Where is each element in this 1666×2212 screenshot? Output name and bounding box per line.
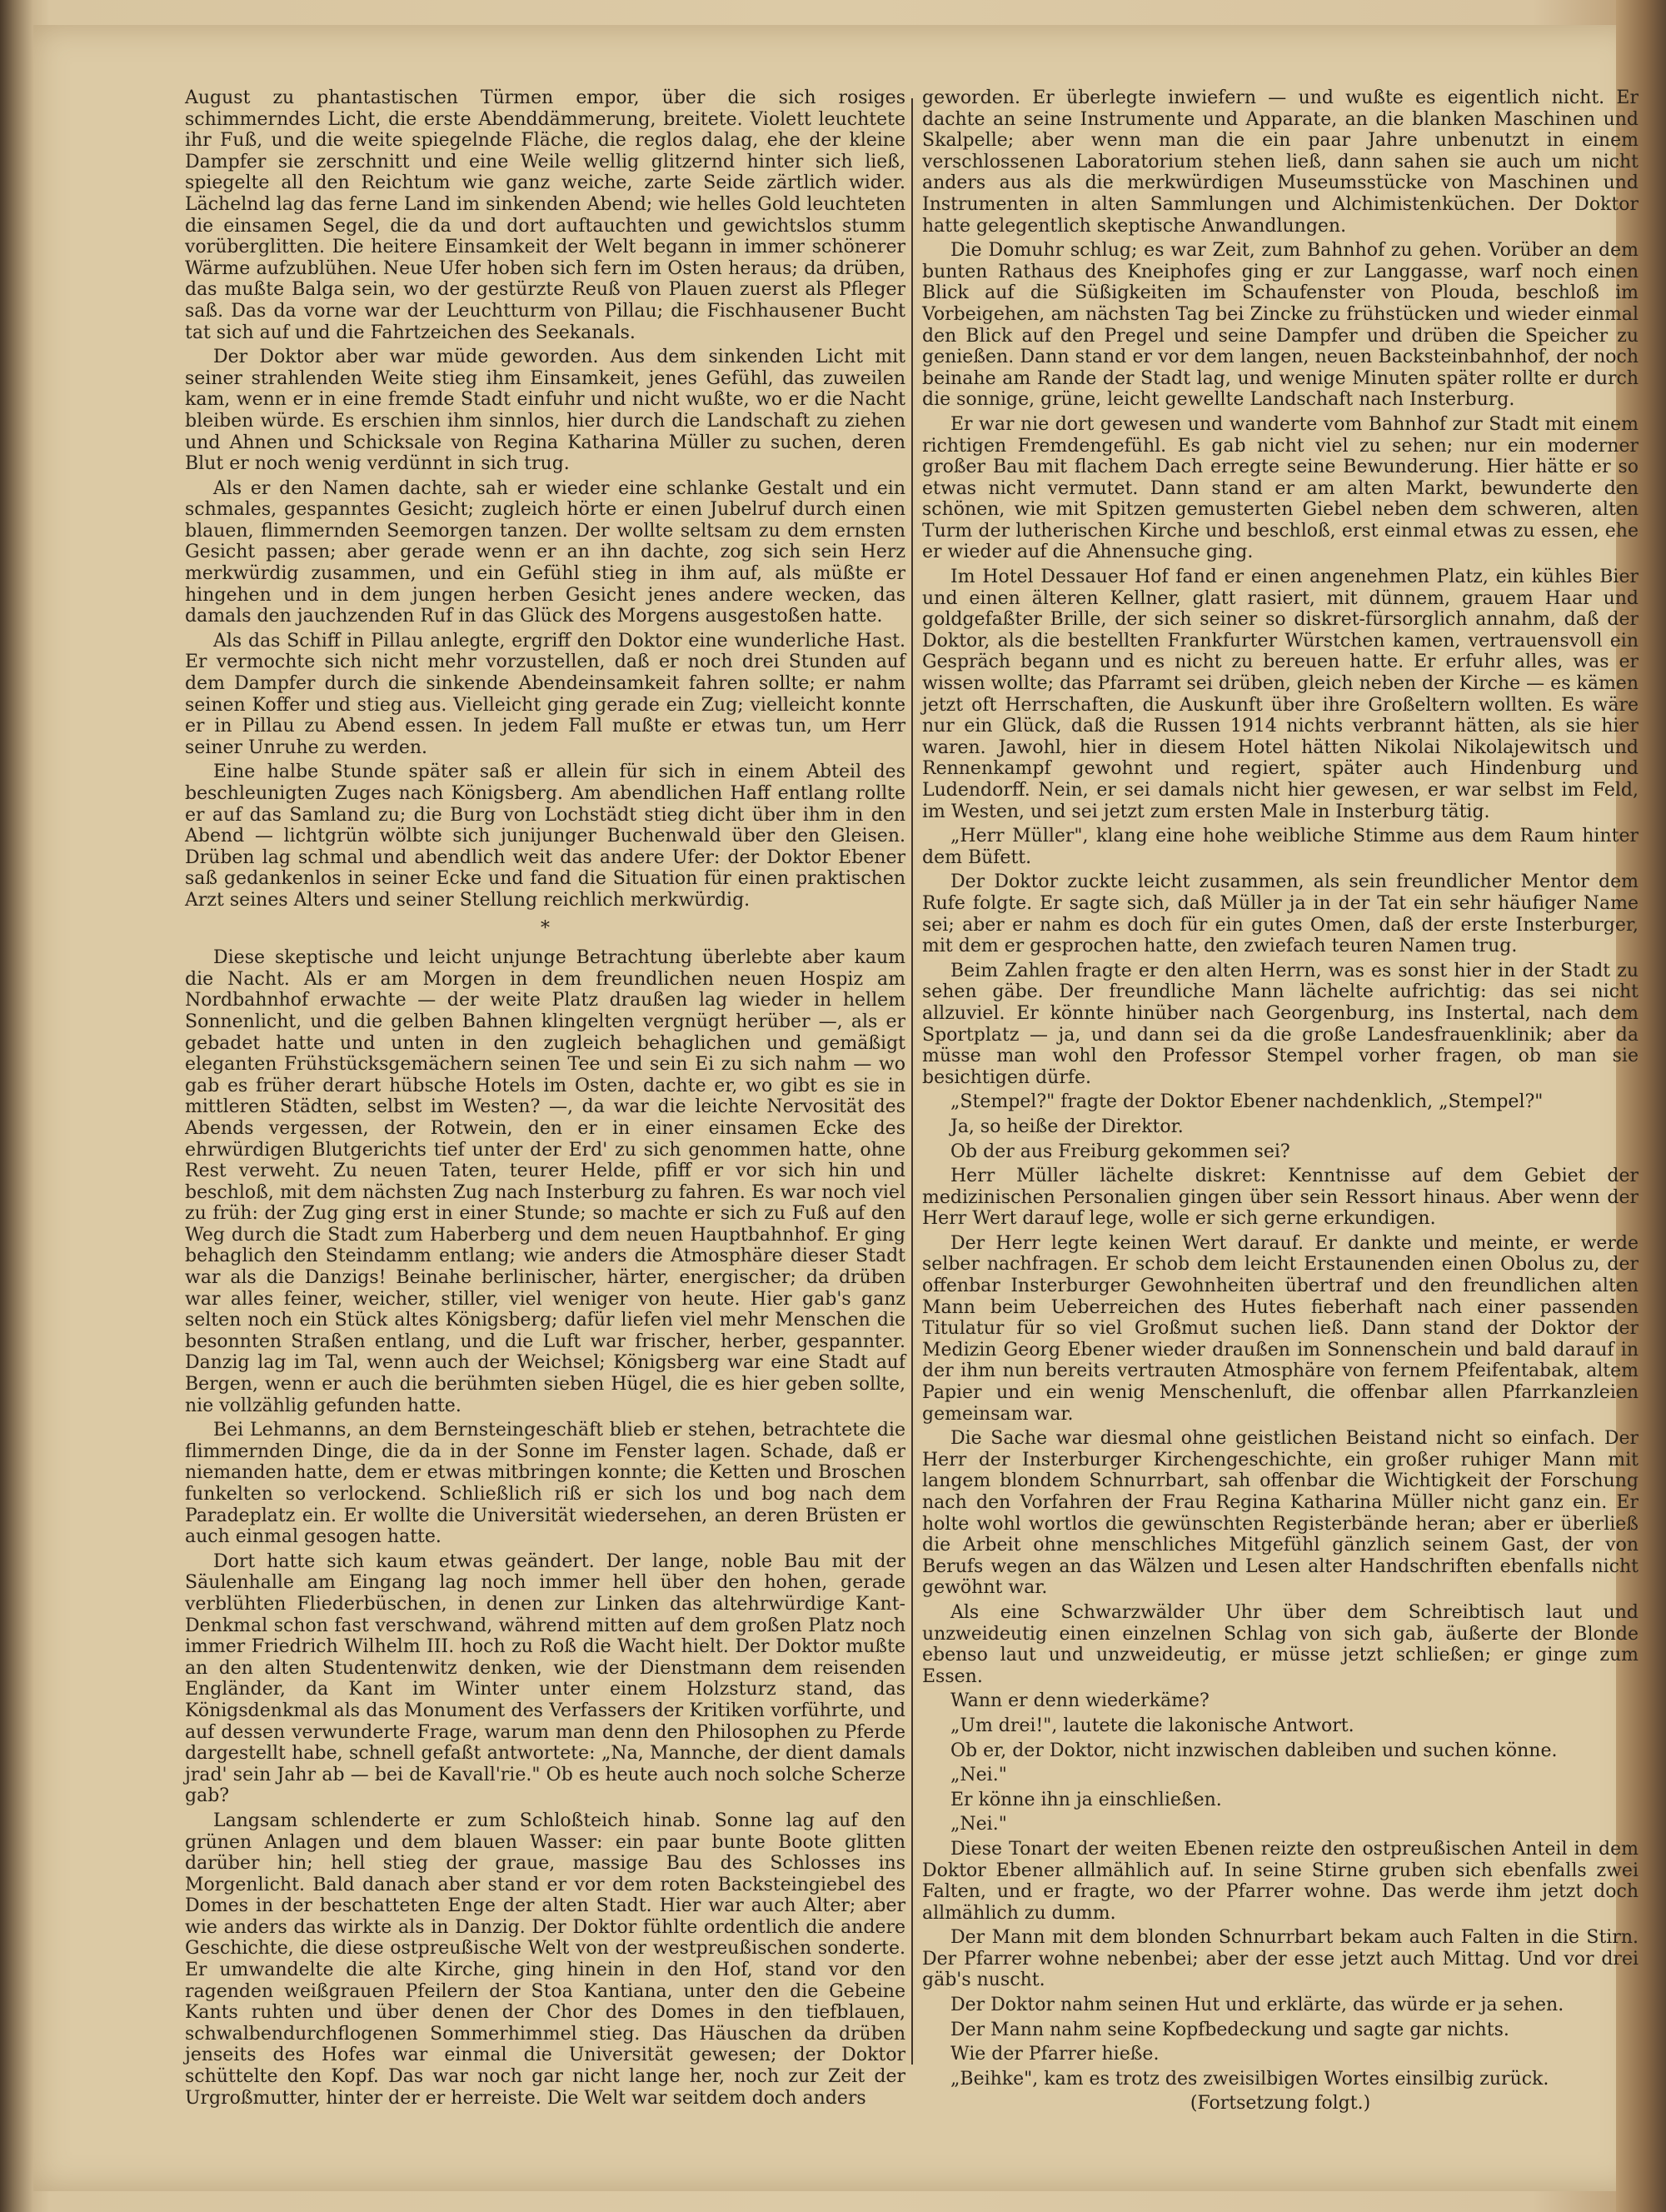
paragraph: Der Doktor zuckte leicht zusammen, als sein freundlicher Mentor dem Rufe folgte. Er sagte sich, daß Müller ja in der Tat ein sehr häufiger Name sei; aber er nahm es doch für ein gutes Omen, daß der erste Insterburger, mit dem er gesprochen hatte, den zwiefach teuren Namen trug. — [922, 871, 1639, 957]
paragraph: „Herr Müller", klang eine hohe weibliche Stimme aus dem Raum hinter dem Büfett. — [922, 826, 1639, 868]
left-column — [185, 87, 905, 2112]
paragraph: Er könne ihn ja einschließen. — [950, 1789, 1222, 1810]
paragraph: Wie der Pfarrer hieße. — [950, 2044, 1160, 2065]
paragraph: Herr Müller lächelte diskret: Kenntnisse auf dem Gebiet der medizinischen Personalien gingen über sein Ressort hinaus. Aber wenn der Herr Wert darauf lege, wolle er sich gerne erkundigen. — [922, 1166, 1639, 1230]
paragraph: August zu phantastischen Türmen empor, über die sich rosiges schimmerndes Licht, die erste Abenddämmerung, breitete. Violett leuchtete ihr Fuß, und die weite spiegelnde Fläche, die reglos dalag, ehe der kleine Dampfer sie zerschnitt und eine Weile wellig glitzernd hinter sich ließ, spiegelte all den Reichtum wie ganz weiche, zarte Seide zärtlich wider. Lächelnd lag das ferne Land im sinkenden Abend; wie helles Gold leuchteten die einsamen Segel, die da und dort auftauchten und gewichtslos stumm vorüberglitten. Die heitere Einsamkeit der Welt begann in immer schönerer Wärme aufzublühen. Neue Ufer hoben sich fern im Osten heraus; da drüben, das mußte Balga sein, wo der gestürzte Reuß von Plauen zuerst als Pfleger saß. Das da vorne war der Leuchtturm von Pillau; die Fischhausener Bucht tat sich auf und die Fahrtzeichen des Seekanals. — [185, 87, 905, 343]
paragraph: „Stempel?" fragte der Doktor Ebener nachdenklich, „Stempel?" — [950, 1091, 1544, 1113]
paragraph: Der Doktor aber war müde geworden. Aus dem sinkenden Licht mit seiner strahlenden Weite stieg ihm Einsamkeit, jenes Gefühl, das zuweilen kam, wenn er in eine fremde Stadt einfuhr und nicht wußte, wo er die Nacht bleiben würde. Es erschien ihm sinnlos, hier durch die Landschaft zu ziehen und Ahnen und Schicksale von Regina Katharina Müller zu suchen, deren Blut er noch wenig verdünnt in sich trug. — [185, 347, 905, 475]
paragraph: „Nei." — [950, 1765, 1007, 1786]
paragraph: Er war nie dort gewesen und wanderte vom Bahnhof zur Stadt mit einem richtigen Fremdengefühl. Es gab nicht viel zu sehen; nur ein moderner großer Bau mit flachem Dach erregte seine Bewunderung. Hier hätte er so etwas nicht vermutet. Dann stand er am alten Markt, bewunderte den schönen, wie mit Spitzen gemusterten Giebel neben dem schweren, alten Turm der lutherischen Kirche und beschloß, erst einmal etwas zu essen, ehe er wieder auf die Ahnensuche ging. — [922, 413, 1639, 563]
column-divider — [911, 98, 913, 2065]
paragraph: Ob der aus Freiburg gekommen sei? — [950, 1141, 1290, 1162]
paragraph: Der Mann mit dem blonden Schnurrbart bekam auch Falten in die Stirn. Der Pfarrer wohne nebenbei; aber der esse jetzt auch Mittag. Und vor drei gäb's nuscht. — [922, 1927, 1639, 1991]
paragraph: Als eine Schwarzwälder Uhr über dem Schreibtisch laut und unzweideutig einen einzelnen Schlag von sich gab, äußerte der Blonde ebenso laut und unzweideutig, er müsse jetzt schließen; er ginge zum Essen. — [922, 1601, 1639, 1687]
paragraph: Wann er denn wiederkäme? — [950, 1690, 1210, 1712]
paragraph: Diese Tonart der weiten Ebenen reizte den ostpreußischen Anteil in dem Doktor Ebener allmählich auf. In seine Stirne gruben sich ebenfalls zwei Falten, und er fragte, wo der Pfarrer wohne. Das werde ihm jetzt doch allmählich zu dumm. — [922, 1838, 1639, 1924]
paragraph: Ja, so heiße der Direktor. — [950, 1116, 1184, 1137]
paragraph: Der Herr legte keinen Wert darauf. Er dankte und meinte, er werde selber nachfragen. Er schob dem leicht Erstaunenden einen Obolus zu, der offenbar Insterburger Gewohnheiten übertraf und den freundlichen alten Mann beim Ueberreichen des Hutes fieberhaft nach einer passenden Titulatur für so viel Großmut suchen ließ. Dann stand der Doktor der Medizin Georg Ebener wieder draußen im Sonnenschein und bald darauf in der ihm nun bereits vertrauten Atmosphäre von fernem Pfeifentabak, altem Papier und ein wenig Menschenluft, die offenbar allen Pfarrkanzleien gemeinsam war. — [922, 1232, 1639, 1425]
paragraph: Bei Lehmanns, an dem Bernsteingeschäft blieb er stehen, betrachtete die flimmernden Dinge, die da in der Sonne im Fenster lagen. Schade, daß er niemanden hatte, dem er etwas mitbringen konnte; die Ketten und Broschen funkelten so verlockend. Schließlich riß er sich los und bog nach dem Paradeplatz ein. Er wollte die Universität wiedersehen, an deren Brüsten er auch einmal gesogen hatte. — [185, 1420, 905, 1548]
paragraph: Die Domuhr schlug; es war Zeit, zum Bahnhof zu gehen. Vorüber an dem bunten Rathaus des Kneiphofes ging er zur Langgasse, warf noch einen Blick auf die Süßigkeiten im Schaufenster von Plouda, beschloß im Vorbeigehen, am nächsten Tag bei Zincke zu frühstücken und wieder einmal den Blick auf den Pregel und seine Dampfer und drüben die Speicher zu genießen. Dann stand er vor dem langen, neuen Backsteinbahnhof, der noch beinahe am Rande der Stadt lag, und wenige Minuten später rollte er durch die sonnige, grüne, leicht gewellte Landschaft nach Insterburg. — [922, 240, 1639, 411]
continuation-note: (Fortsetzung folgt.) — [1190, 2093, 1371, 2115]
paragraph: „Beihke", kam es trotz des zweisilbigen Wortes einsilbig zurück. — [950, 2068, 1549, 2090]
paragraph: Beim Zahlen fragte er den alten Herrn, was es sonst hier in der Stadt zu sehen gäbe. Der freundliche Mann lächelte aufrichtig: das sei nicht allzuviel. Er könnte hinüber nach Georgenburg, ins Instertal, nach dem Sportplatz — ja, und dann sei da die große Landesfrauenklinik; aber da müsse man wohl den Professor Stempel vorher fragen, ob man sie besichtigen dürfe. — [922, 960, 1639, 1088]
paragraph: Dort hatte sich kaum etwas geändert. Der lange, noble Bau mit der Säulenhalle am Eingang lag noch immer hell über den hohen, gerade verblühten Fliederbüschen, in denen zur Linken das altehrwürdige Kant-Denkmal schon fast verschwand, während mitten auf dem großen Platz noch immer Friedrich Wilhelm III. hoch zu Roß die Wacht hielt. Der Doktor mußte an den alten Studentenwitz denken, wie der Dienstmann dem reisenden Engländer, da Kant im Winter unter einem Holzsturz stand, das Königsdenkmal als das Monument des Verfassers der Kritiken vorführte, und auf dessen verwunderte Frage, warum man denn den Philosophen zu Pferde dargestellt habe, schnell gefaßt antwortete: „Na, Mannche, der dient damals jrad' sein Jahr ab — bei de Kavall'rie." Ob es heute auch noch solche Scherze gab? — [185, 1550, 905, 1807]
section-separator: * — [541, 917, 550, 939]
paragraph: Der Mann nahm seine Kopfbedeckung und sagte gar nichts. — [950, 2019, 1509, 2040]
paragraph: Als das Schiff in Pillau anlegte, ergriff den Doktor eine wunderliche Hast. Er vermochte sich nicht mehr vorzustellen, daß er noch drei Stunden auf dem Dampfer durch die sinkende Abendeinsamkeit fahren sollte; er nahm seinen Koffer und stieg aus. Vielleicht ging gerade ein Zug; vielleicht konnte er in Pillau zu Abend essen. In jedem Fall mußte er etwas tun, um Herr seiner Unruhe zu werden. — [185, 630, 905, 758]
paragraph: Als er den Namen dachte, sah er wieder eine schlanke Gestalt und ein schmales, gespanntes Gesicht; zugleich hörte er einen Jubelruf durch einen blauen, flimmernden Seemorgen tanzen. Der wollte seltsam zu dem ernsten Gesicht passen; aber gerade wenn er an ihn dachte, zog sich sein Herz merkwürdig zusammen, und ein Gefühl stieg in ihm auf, als müßte er hingehen und in dem jungen herben Gesicht jenes andere wecken, das damals den jauchzenden Ruf in das Glück des Morgens ausgestoßen hatte. — [185, 477, 905, 627]
paragraph: geworden. Er überlegte inwiefern — und wußte es eigentlich nicht. Er dachte an seine Instrumente und Apparate, an die blanken Maschinen und Skalpelle; aber wenn man die ein paar Jahre unbenutzt in einem verschlossenen Laboratorium stehen ließ, dann sahen sie auch um nicht anders aus als die merkwürdigen Museumsstücke von Maschinen und Instrumenten in alten Sammlungen und Alchimistenküchen. Der Doktor hatte gelegentlich skeptische Anwandlungen. — [922, 87, 1639, 237]
paragraph: Der Doktor nahm seinen Hut und erklärte, das würde er ja sehen. — [950, 1995, 1564, 2016]
paragraph: „Um drei!", lautete die lakonische Antwort. — [950, 1715, 1354, 1736]
paragraph: Diese skeptische und leicht unjunge Betrachtung überlebte aber kaum die Nacht. Als er am Morgen in dem freundlichen neuen Hospiz am Nordbahnhof erwachte — der weite Platz draußen lag wieder in hellem Sonnenlicht, und die gelben Bahnen klingelten vergnügt herüber —, als er gebadet hatte und unten in den zugleich behaglichen und gemäßigt eleganten Frühstücksgemächern seinen Tee und sein Ei zu sich nahm — wo gab es früher derart hübsche Hotels im Osten, dachte er, wo gibt es sie in mittleren Städten, selbst im Westen? —, da war die leichte Nervosität des Abends vergessen, der Rotwein, den er in einer einsamen Ecke des ehrwürdigen Blutgerichts tief unter der Erd' zu sich genommen hatte, ohne Rest verweht. Zu neuen Taten, teurer Helde, pfiff er vor sich hin und beschloß, mit dem nächsten Zug nach Insterburg zu fahren. Es war noch viel zu früh: der Zug ging erst in einer Stunde; so machte er sich zu Fuß auf den Weg durch die Stadt zum Haberberg und dem neuen Hauptbahnhof. Er ging behaglich den Steindamm entlang; wie anders die Atmosphäre dieser Stadt war als die Danzigs! Beinahe berlinischer, härter, energischer; da drüben war alles feiner, weicher, stiller, viel weniger von heute. Hier gab's ganz selten noch ein Stück altes Königsberg; dafür liefen viel mehr Menschen die besonnten Straßen entlang, und die Luft war frischer, herber, gespannter. Danzig lag im Tal, wenn auch der Weichsel; Königsberg war eine Stadt auf Bergen, wenn er auch die berühmten sieben Hügel, die es hier geben sollte, nie vollzählig gefunden hatte. — [185, 947, 905, 1416]
paragraph: Ob er, der Doktor, nicht inzwischen dableiben und suchen könne. — [950, 1740, 1558, 1761]
paragraph: Langsam schlenderte er zum Schloßteich hinab. Sonne lag auf den grünen Anlagen und dem blauen Wasser: ein paar bunte Boote glitten darüber hin; hell stieg der graue, massige Bau des Schlosses ins Morgenlicht. Bald danach aber stand er vor dem roten Backsteingiebel des Domes in der beschatteten Enge der alten Stadt. Hier war auch Alter; aber wie anders das wirkte als in Danzig. Der Doktor fühlte ordentlich die andere Geschichte, die diese ostpreußische Welt von der westpreußischen sonderte. Er umwandelte die alte Kirche, ging hinein in den Hof, stand vor den ragenden weißgrauen Pfeilern der Stoa Kantiana, unter den die Gebeine Kants ruhten und über denen der Chor des Domes in den tiefblauen, schwalbendurchflogenen Sommerhimmel stieg. Das Häuschen da drüben jenseits des Hofes war einmal die Universität gewesen; der Doktor schüttelte den Kopf. Das war noch gar nicht lange her, noch zur Zeit der Urgroßmutter, hinter der er herreiste. Die Welt war seitdem doch anders — [185, 1810, 905, 2109]
paragraph: „Nei." — [950, 1814, 1007, 1835]
paragraph: Die Sache war diesmal ohne geistlichen Beistand nicht so einfach. Der Herr der Insterburger Kirchengeschichte, ein großer ruhiger Mann mit langem blondem Schnurrbart, sah offenbar die Wichtigkeit der Forschung nach den Vorfahren der Frau Regina Katharina Müller nicht ganz ein. Er holte wohl wortlos die gewünschten Registerbände heran; aber er überließ die Arbeit ohne menschliches Mitgefühl gänzlich seinem Gast, der von Berufs wegen an das Wälzen und Lesen alter Handschriften ebenfalls nicht gewöhnt war. — [922, 1428, 1639, 1599]
right-column — [922, 87, 1639, 2118]
paragraph: Eine halbe Stunde später saß er allein für sich in einem Abteil des beschleunigten Zuges nach Königsberg. Am abendlichen Haff entlang rollte er auf das Samland zu; die Burg von Lochstädt stieg dicht über ihm in den Abend — lichtgrün wölbte sich junijunger Buchenwald über den Gleisen. Drüben lag schmal und abendlich weit das andere Ufer: der Doktor Ebener saß gedankenlos in seiner Ecke und fand die Situation für einen praktischen Arzt seines Alters und seiner Stellung reichlich merkwürdig. — [185, 761, 905, 911]
paragraph: Im Hotel Dessauer Hof fand er einen angenehmen Platz, ein kühles Bier und einen älteren Kellner, glatt rasiert, mit dünnem, grauem Haar und goldgefaßter Brille, der sich seiner so diskret-fürsorglich annahm, daß der Doktor, als die bestellten Frankfurter Würstchen kamen, vertrauensvoll ein Gespräch begann und es nicht zu bereuen hatte. Er erfuhr alles, was er wissen wollte; das Pfarramt sei drüben, gleich neben der Kirche — es kämen jetzt oft Herrschaften, die Auskunft über ihre Großeltern wollten. Es wäre nur ein Glück, daß die Russen 1914 nichts verbrannt hätten, als sie hier waren. Jawohl, hier in diesem Hotel hätten Nikolai Nikolajewitsch und Rennenkampf gewohnt und regiert, später auch Hindenburg und Ludendorff. Nein, er sei damals nicht hier gewesen, er war selbst im Feld, im Westen, und sei jetzt zum ersten Male in Insterburg tätig. — [922, 567, 1639, 822]
